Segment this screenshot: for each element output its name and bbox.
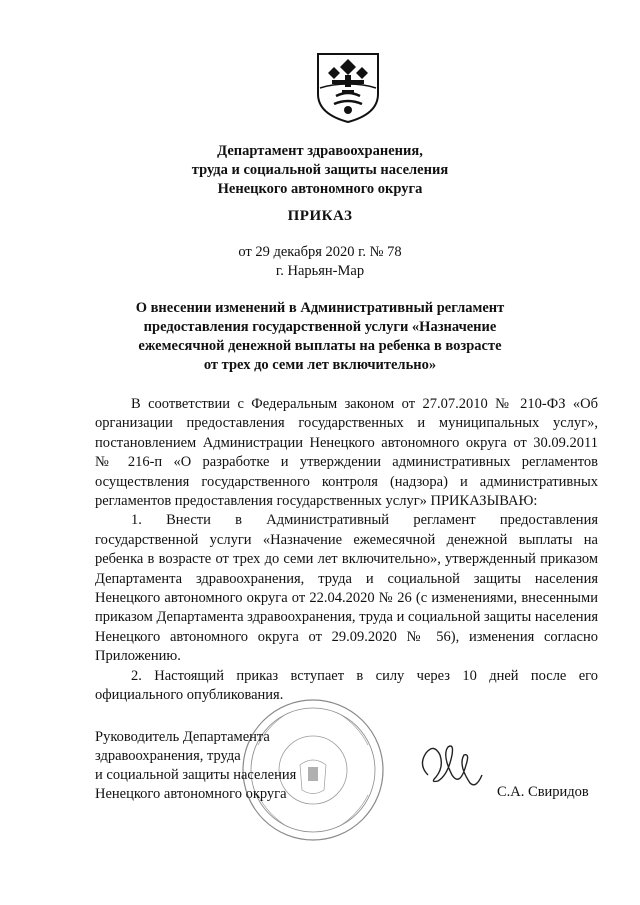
signature-position: [95, 728, 296, 804]
body-paragraph: 2. Настоящий приказ вступает в силу через 10 дней после его официального опубликования.: [95, 667, 598, 704]
subject-line: от трех до семи лет включительно»: [203, 357, 437, 373]
department-line: Департамент здравоохранения,: [217, 143, 423, 159]
department-name: [0, 142, 640, 199]
body-paragraph: 1. Внести в Административный регламент предоставления государственной услуги «Назначение ежемесячной денежной выплаты на ребенка в возрасте от трех до семи лет включительно», утвержденный приказом Департамента здравоохранения, труда и социальной защиты населения Ненецкого автономного округа от 22.04.2020 № 26 (с изменениями, внесенными приказом Департамента здравоохранения, труда и социальной защиты населения Ненецкого автономного округа от 29.09.2020 № 56), изменения согласно Приложению.: [95, 512, 598, 665]
signer-name: С.А. Свиридов: [497, 784, 589, 800]
document-subject: [0, 299, 640, 375]
coat-of-arms-icon: [312, 50, 384, 124]
department-line: труда и социальной защиты населения: [191, 162, 449, 178]
subject-line: О внесении изменений в Административный регламент: [135, 300, 505, 316]
document-place: г. Нарьян-Мар: [275, 263, 365, 279]
position-line: здравоохранения, труда: [95, 748, 241, 764]
document-date: от 29 декабря 2020 г. № 78: [238, 244, 402, 260]
department-line: Ненецкого автономного округа: [217, 181, 423, 197]
document-type: ПРИКАЗ: [287, 208, 353, 224]
document-date-place: [0, 243, 640, 281]
document-body: [95, 395, 598, 706]
subject-line: предоставления государственной услуги «Назначение: [143, 319, 497, 335]
body-paragraph: В соответствии с Федеральным законом от 27.07.2010 № 210-ФЗ «Об организации предоставления государственных и муниципальных услуг», постановлением Администрации Ненецкого автономного округа от 30.09.2011 № 216-п «О разработке и утверждении административных регламентов осуществления государственного контроля (надзора) и административных регламентов предоставления государственных услуг» ПРИКАЗЫВАЮ:: [95, 396, 598, 510]
handwritten-signature: [408, 725, 488, 805]
position-line: Ненецкого автономного округа: [95, 786, 287, 802]
subject-line: ежемесячной денежной выплаты на ребенка в возрасте: [138, 338, 502, 354]
position-line: Руководитель Департамента: [95, 729, 270, 745]
position-line: и социальной защиты населения: [95, 767, 297, 783]
